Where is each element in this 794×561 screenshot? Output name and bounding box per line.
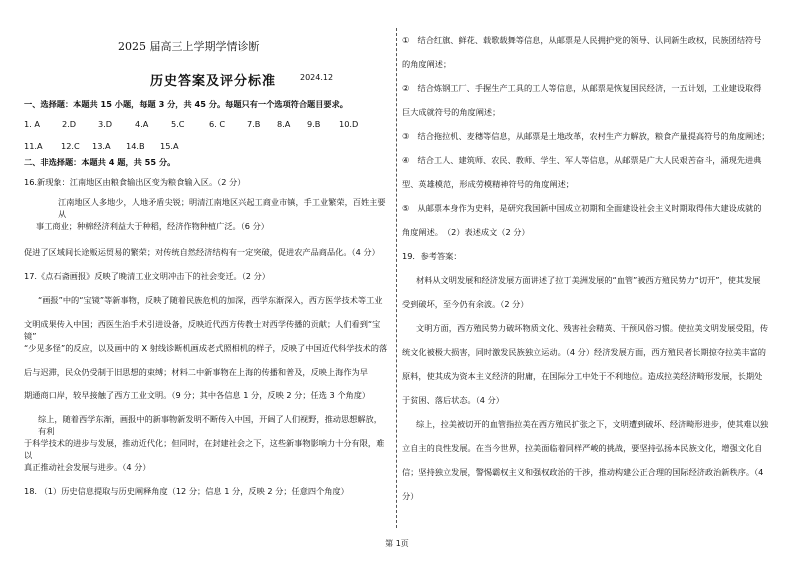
answers-row-2: [24, 140, 390, 152]
q18-item-4-line-1: ④ 结合工人、建筑师、农民、教师、学生、军人等信息，从邮票是广大人民艰苦奋斗，涌现先进典: [402, 155, 762, 165]
q17-line-4: 后与迟滞，民众仍受制于旧思想的束缚；材料二中新事物在上海的传播和普及，反映上海作为早: [24, 367, 368, 377]
answer-12: 12.C: [61, 141, 80, 151]
q18-item-5-line-1: ⑤ 从邮票本身作为史料，是研究我国新中国成立初期和全面建设社会主义时期取得伟大建设成就的: [402, 203, 762, 213]
answer-7: 7.B: [247, 119, 261, 129]
q19-p3-line-1: 综上，拉美被切开的血管指拉美在西方殖民扩张之下，文明遭到破坏、经济畸形进步，使其难以独: [416, 419, 769, 429]
q19-p2-line-2: 统文化被极大损害，同时激发民族独立运动。（4 分）经济发展方面，西方殖民者长期掠夺拉美丰富的: [402, 347, 766, 357]
answer-9: 9.B: [307, 119, 321, 129]
column-divider: [396, 28, 397, 528]
q19-p1-line-1: 材料从文明发展和经济发展方面讲述了拉丁美洲发展的“血管”被西方殖民势力“切开”，使其发展: [416, 275, 761, 285]
answer-2: 2.D: [62, 119, 77, 129]
q17-line-1: “画报”中的“宝镜”等新事物，反映了随着民族危机的加深，西学东渐深入，西方医学技术等工业: [38, 295, 383, 305]
answer-3: 3.D: [98, 119, 113, 129]
exam-title: 2025 届高三上学期学情诊断: [118, 40, 260, 53]
q18-item-1-line-1: ① 结合红旗、鲜花、载歌载舞等信息，从邮票是人民拥护党的领导、认同新生政权，民族团结符号: [402, 35, 762, 45]
answer-5: 5.C: [171, 119, 185, 129]
q16-paragraph-line-2: 事工商业；种棉经济利益大于种稻，经济作物种植广泛。（6 分）: [36, 221, 269, 231]
section2-heading: 二、非选择题：本题共 4 题，共 55 分。: [24, 157, 176, 167]
q19-p2-line-4: 于贫困、落后状态。（4 分）: [402, 395, 504, 405]
q17-line-5: 期通商口岸，较早接触了西方工业文明。（9 分；其中各信息 1 分，反映 2 分；任选 3 个角度）: [24, 390, 371, 400]
answers-row-1: [24, 118, 390, 130]
exam-date: 2024.12: [300, 73, 334, 82]
section1-heading: 一、选择题：本题共 15 小题，每题 3 分，共 45 分。每题只有一个选项符合题目要求。: [24, 99, 348, 109]
q18-item-1-line-2: 的角度阐述；: [402, 59, 452, 69]
q17-line-3: “少见多怪”的反应，以及画中的 X 射线诊断机画成老式照相机的样子，反映了中国近代科学技术的落: [24, 343, 388, 353]
q18-item-2-line-1: ② 结合炼钢工厂、手握生产工具的工人等信息，从邮票是恢复国民经济，一五计划，工业建设取得: [402, 83, 762, 93]
answer-11: 11.A: [24, 141, 43, 151]
q18-item-2-line-2: 巨大成就符号的角度阐述；: [402, 107, 501, 117]
answer-13: 13.A: [92, 141, 111, 151]
q17-line-2: 文明成果传入中国；西医生治手术引进设备，反映近代西方传教士对西学传播的贡献；人们看到“宝镜”: [24, 319, 381, 341]
q18-item-3: ③ 结合拖拉机、麦穗等信息，从邮票是土地改革，农村生产力解放，粮食产量提高符号的角度阐述；: [402, 131, 770, 141]
q19-p2-line-1: 文明方面，西方殖民势力破坏物质文化、残害社会精英、干预风俗习惯。使拉美文明发展受阻，传: [416, 323, 769, 333]
answer-4: 4.A: [135, 119, 149, 129]
q16-paragraph-2: 促进了区域间长途贩运贸易的繁荣；对传统自然经济结构有一定突破，促进农产品商品化。（4 分）: [24, 247, 380, 257]
exam-subtitle: 历史答案及评分标准: [150, 74, 277, 89]
q18-item-4-line-2: 型、英雄模范，形成劳模精神符号的角度阐述；: [402, 179, 574, 189]
q19-p3-line-3: 信；坚持独立发展，警惕霸权主义和强权政治的干涉，推动构建公正合理的国际经济政治新秩序。（4: [402, 467, 764, 477]
q16-title: 16.新现象：江南地区由粮食输出区变为粮食输入区。（2 分）: [24, 177, 246, 187]
page-number: 第 1页: [385, 539, 409, 548]
q18-item-5-line-2: 角度阐述。 （2）表述成文（2 分）: [402, 227, 530, 237]
q19-p1-line-2: 受到破坏，至今仍有余波。（2 分）: [402, 299, 529, 309]
q17-summary-line-3: 真正推动社会发展与进步。（4 分）: [24, 462, 151, 472]
answer-14: 14.B: [126, 141, 145, 151]
q17-summary-line-2: 于科学技术的进步与发展，推动近代化；但同时，在封建社会之下，这些新事物影响力十分有限，难以: [24, 438, 385, 460]
answer-15: 15.A: [160, 141, 179, 151]
answer-10: 10.D: [339, 119, 359, 129]
q19-p3-line-2: 立自主的良性发展。在当今世界，拉美面临着同样严峻的挑战，要坚持弘扬本民族文化，增强文化自: [402, 443, 763, 453]
answer-6: 6. C: [209, 119, 226, 129]
answer-1: 1. A: [24, 119, 41, 129]
q19-p2-line-3: 原料，使其成为资本主义经济的附庸，在国际分工中处于不利地位。造成拉美经济畸形发展，长期处: [402, 371, 763, 381]
q17-summary-line-1: 综上，随着西学东渐，画报中的新事物新发明不断传入中国，开阔了人们视野，推动思想解放，有利: [38, 414, 382, 436]
q17-title: 17.《点石斋画报》反映了晚清工业文明冲击下的社会变迁。（2 分）: [24, 271, 270, 281]
q16-paragraph-line-1: 江南地区人多地少，人地矛盾尖锐；明清江南地区兴起工商业市镇，手工业繁荣，百姓主要从: [58, 197, 386, 219]
q18-title: 18. （1）历史信息提取与历史阐释角度（12 分；信息 1 分，反映 2 分；任意四个角度）: [24, 486, 349, 496]
q19-p3-line-4: 分）: [402, 491, 419, 501]
answer-8: 8.A: [277, 119, 291, 129]
q19-title: 19．参考答案：: [402, 251, 462, 261]
